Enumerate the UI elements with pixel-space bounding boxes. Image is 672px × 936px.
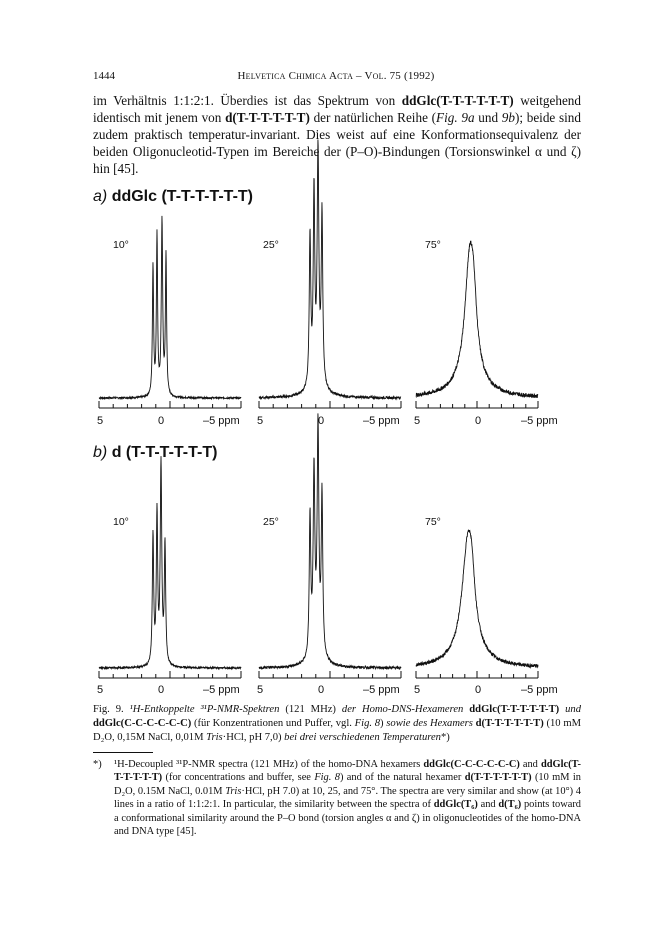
caption-run: und (565, 704, 581, 715)
caption-run: (für Konzentrationen und Puffer, vgl. (194, 718, 355, 729)
spectrum-b-25 (255, 440, 405, 680)
spectrum-trace (99, 216, 241, 399)
spectrum-trace (259, 140, 401, 399)
caption-run: (121 MHz) (279, 704, 342, 715)
footnote-run: Fig. 8 (314, 772, 340, 784)
axis-tick-5: 5 (257, 684, 264, 696)
axis-tick-minus5: –5 ppm (203, 415, 240, 427)
caption-run: ) (380, 718, 387, 729)
footnote-run: ·HCl, pH 7.0) at 10, 25, and 75°. The spectra are very similar and show (at 10°) 4 lines in a ratio of 1:1:2:1. In particular, the similarity between the spectra of (114, 785, 581, 811)
body-text-run: im Verhältnis 1:1:2:1. Überdies ist das Spektrum von (93, 93, 402, 108)
footnote-run: points toward a conformational similarity around the P–O bond (torsion angles α and ζ) in oligonucleotides of the homo-DNA and DNA type [45]. (114, 799, 581, 838)
journal-title: Helvetica Chimica Acta – Vol. 75 (1992) (237, 70, 435, 82)
caption-run: ·HCl, pH 7,0) (222, 732, 285, 743)
axis-tick-5: 5 (414, 684, 421, 696)
footnote-run: ) and of the natural hexamer (339, 772, 465, 784)
spectrum-trace (416, 241, 538, 398)
footnote-run: and (519, 759, 541, 770)
axis-tick-minus5: –5 ppm (363, 684, 400, 696)
panel-letter: b) (93, 444, 108, 461)
axis-tick-5: 5 (257, 415, 264, 427)
caption-run: (10 mM D₂O, 0,15M NaCl, 0,01M (93, 718, 581, 743)
caption-label: Fig. 9. (93, 704, 130, 715)
footnote-compound: ddGlc(T₆) (433, 799, 478, 811)
spectrum-trace (416, 530, 538, 668)
body-text-run: weitgehend identisch mit jenem von (93, 93, 581, 125)
caption-run: Tris (206, 732, 223, 743)
axis-tick-0: 0 (158, 684, 165, 696)
figure-reference: 9b (501, 110, 515, 125)
axis-tick-minus5: –5 ppm (363, 415, 400, 427)
panel-compound: ddGlc (T-T-T-T-T-T) (111, 188, 253, 205)
footnote-run: Tris (225, 785, 242, 797)
axis-tick-0: 0 (475, 684, 482, 696)
axis-tick-0: 0 (318, 415, 325, 427)
running-header (93, 70, 579, 86)
caption-run: Fig. 8 (354, 718, 381, 729)
footnote-run: ¹H-Decoupled ³¹P-NMR spectra (121 MHz) of the homo-DNA hexamers (114, 759, 424, 770)
footnote-compound: d(T-T-T-T-T-T) (464, 772, 532, 784)
footnote-compound: ddGlc(C-C-C-C-C-C) (423, 759, 520, 770)
axis-tick-minus5: –5 ppm (521, 415, 558, 427)
spectrum-b-10 (95, 460, 245, 680)
spectrum-trace (99, 456, 241, 669)
temperature-label: 10° (113, 239, 129, 251)
caption-run: *) (440, 732, 450, 743)
axis-tick-5: 5 (414, 415, 421, 427)
footnote-compound: d(T₆) (498, 799, 522, 811)
footnote (93, 758, 581, 838)
temperature-label: 25° (263, 239, 279, 251)
caption-run: sowie des Hexamers (386, 718, 473, 729)
spectrum-a-25 (255, 160, 405, 410)
body-text-run: ); beide sind zudem praktisch temperatur-invariant. Dies weist auf eine Konformationsequivalenz der beiden Oligonucleotid-Typen im Bereiche der (P–O)-Bindungen (Torsionswinkel α und ζ) hin [45]. (93, 110, 581, 176)
body-text-run: der natürlichen Reihe ( (309, 110, 437, 125)
spectrum-a-10 (95, 180, 245, 410)
spectrum-a-75 (412, 230, 542, 410)
panel-compound: d (T-T-T-T-T-T) (111, 444, 218, 461)
body-text-run: und (474, 110, 502, 125)
figure-reference: Fig. 9a (436, 110, 475, 125)
temperature-label: 25° (263, 516, 279, 528)
footnote-run: (for concentrations and buffer, see (162, 772, 315, 784)
axis-tick-minus5: –5 ppm (203, 684, 240, 696)
caption-run: ¹H-Entkoppelte ³¹P-NMR-Spektren (129, 704, 280, 715)
footnote-compound: ddGlc(T-T-T-T-T-T) (114, 759, 581, 784)
axis-tick-0: 0 (158, 415, 165, 427)
temperature-label: 10° (113, 516, 129, 528)
figure-caption (93, 703, 581, 745)
axis-tick-minus5: –5 ppm (521, 684, 558, 696)
axis-tick-0: 0 (475, 415, 482, 427)
axis-tick-5: 5 (97, 415, 104, 427)
spectrum-b-75 (412, 520, 542, 680)
axis-tick-0: 0 (318, 684, 325, 696)
spectrum-trace (259, 413, 401, 669)
page-number: 1444 (93, 70, 115, 82)
footnote-mark: *) (93, 759, 102, 770)
compound-name: d(T-T-T-T-T-T) (225, 110, 310, 125)
caption-compound: d(T-T-T-T-T-T) (472, 718, 547, 729)
caption-run: der Homo-DNS-Hexameren (341, 704, 464, 715)
axis-tick-5: 5 (97, 684, 104, 696)
compound-name: ddGlc(T-T-T-T-T-T) (401, 93, 514, 108)
caption-run: bei drei verschiedenen Temperaturen (284, 732, 441, 743)
caption-compound: ddGlc(C-C-C-C-C-C) (93, 718, 194, 729)
caption-compound: ddGlc(T-T-T-T-T-T) (463, 704, 566, 715)
temperature-label: 75° (425, 516, 441, 528)
temperature-label: 75° (425, 239, 441, 251)
footnote-divider (93, 752, 153, 753)
panel-letter: a) (93, 188, 108, 205)
footnote-run: and (477, 799, 499, 811)
footnote-run: (10 mM in D₂O, 0.15M NaCl, 0.01M (114, 772, 581, 797)
